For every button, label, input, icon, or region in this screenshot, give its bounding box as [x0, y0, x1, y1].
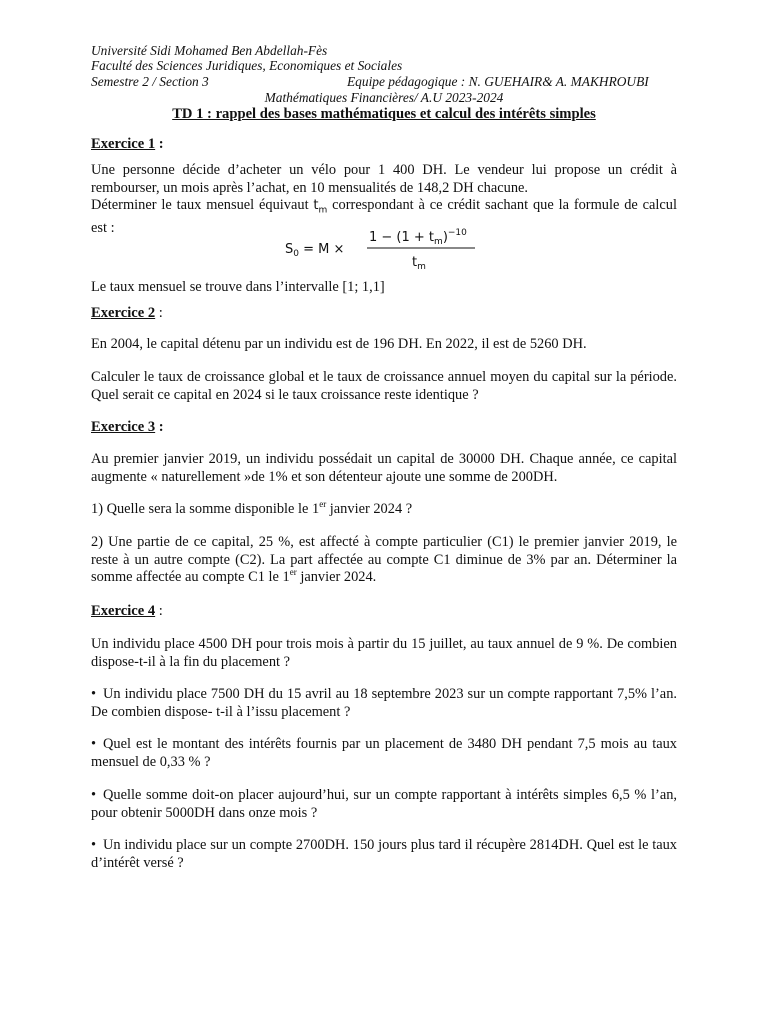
semester-section: Semestre 2 / Section 3 — [91, 74, 209, 89]
exercise-1-question-end: correspondant à ce crédit sachant que la formule de calcul est : — [91, 197, 677, 237]
bullet-icon: • — [91, 837, 97, 853]
faculty-name: Faculté des Sciences Juridiques, Economiques et Sociales — [91, 58, 403, 73]
bullet-icon: • — [91, 787, 97, 803]
exercise-3-colon: : — [155, 419, 164, 435]
exercise-1-label: Exercice 1 — [91, 136, 156, 152]
exercise-4-label: Exercice 4 — [91, 603, 156, 619]
exercise-3-question-1 — [91, 501, 412, 518]
exercise-2-label: Exercice 2 — [91, 305, 156, 321]
exercise-3-label: Exercice 3 — [91, 419, 156, 435]
exercise-2-heading — [91, 305, 163, 322]
item-4-text: Un individu place sur un compte 2700DH. 150 jours plus tard il récupère 2814DH. Quel est le taux d’intérêt versé ? — [91, 837, 677, 871]
q2-text-start: 2) Une partie de ce capital, 25 %, est affecté à compte particulier (C1) le premier janvier 2019, le reste à un autre compte (C2). La part affectée au compte C1 diminue de 3% par an. Déterminer la somme affectée au compte C1 le 1 — [91, 534, 677, 585]
page-title: TD 1 : rappel des bases mathématiques et calcul des intérêts simples — [172, 106, 596, 122]
q1-text-start: 1) Quelle sera la somme disponible le 1 — [91, 501, 320, 517]
q2-text-end: janvier 2024. — [296, 569, 377, 585]
bullet-icon: • — [91, 736, 97, 752]
exercise-4-heading — [91, 603, 163, 620]
q2-superscript: er — [289, 567, 297, 578]
exercise-3-statement: Au premier janvier 2019, un individu possédait un capital de 30000 DH. Chaque année, ce capital augmente « naturellement »de 1% et son détenteur ajoute une somme de 200DH. — [91, 451, 677, 485]
exercise-4-item-2 — [91, 736, 677, 771]
exercise-1-colon: : — [155, 136, 164, 152]
svg-text:tm: $t_m$ — [412, 255, 426, 272]
item-3-text: Quelle somme doit-on placer aujourd’hui, sur un compte rapportant à intérêts simples 6,5 % l’an, pour obtenir 5000DH dans onze mois ? — [91, 787, 677, 821]
svg-text:S0 = M ×: $S_0 = M$ × — [285, 242, 345, 259]
exercise-2-colon: : — [155, 305, 163, 321]
bullet-icon: • — [91, 686, 97, 702]
exercise-4-item-1 — [91, 686, 677, 721]
q1-text-end: janvier 2024 ? — [326, 501, 413, 517]
tm-variable: $t_m$ — [313, 198, 328, 216]
svg-text:1 − (1 + tm)−10: $1 - (1 + t_m)^{-10}$ — [369, 228, 467, 247]
exercise-1-question-start: Déterminer le taux mensuel équivaut — [91, 197, 314, 213]
university-name: Université Sidi Mohamed Ben Abdellah-Fès — [91, 43, 328, 58]
exercise-1-statement: Une personne décide d’acheter un vélo pour 1 400 DH. Le vendeur lui propose un crédit à rembourser, un mois après l’achat, en 10 mensualités de 148,2 DH chacune. — [91, 162, 677, 196]
course-year: Mathématiques Financières/ A.U 2023-2024 — [264, 90, 504, 105]
exercise-3-question-2 — [91, 534, 677, 587]
q1-superscript: er — [319, 499, 327, 510]
exercise-4-colon: : — [155, 603, 163, 619]
exercise-1-heading — [91, 136, 164, 153]
item-1-text: Un individu place 7500 DH du 15 avril au 18 septembre 2023 sur un compte rapportant 7,5% l’an. De combien dispose- t-il à l’issu placement ? — [91, 686, 677, 720]
exercise-3-heading — [91, 419, 164, 436]
exercise-4-statement: Un individu place 4500 DH pour trois mois à partir du 15 juillet, au taux annuel de 9 %. De combien dispose-t-il à la fin du placement ? — [91, 636, 677, 670]
formula-graphic — [285, 226, 485, 272]
exercise-4-item-4 — [91, 837, 677, 872]
interval-sentence: Le taux mensuel se trouve dans l’intervalle [1; 1,1] — [91, 279, 385, 295]
teaching-team: Equipe pédagogique : N. GUEHAIR& A. MAKHROUBI — [347, 74, 649, 89]
exercise-4-item-3 — [91, 787, 677, 822]
exercise-2-question: Calculer le taux de croissance global et le taux de croissance annuel moyen du capital sur la période. Quel serait ce capital en 2024 si le taux croissance reste identique ? — [91, 369, 677, 403]
item-2-text: Quel est le montant des intérêts fournis par un placement de 3480 DH pendant 7,5 mois au taux mensuel de 0,33 % ? — [91, 736, 677, 770]
formula — [285, 226, 485, 272]
exercise-2-statement: En 2004, le capital détenu par un individu est de 196 DH. En 2022, il est de 5260 DH. — [91, 336, 587, 352]
